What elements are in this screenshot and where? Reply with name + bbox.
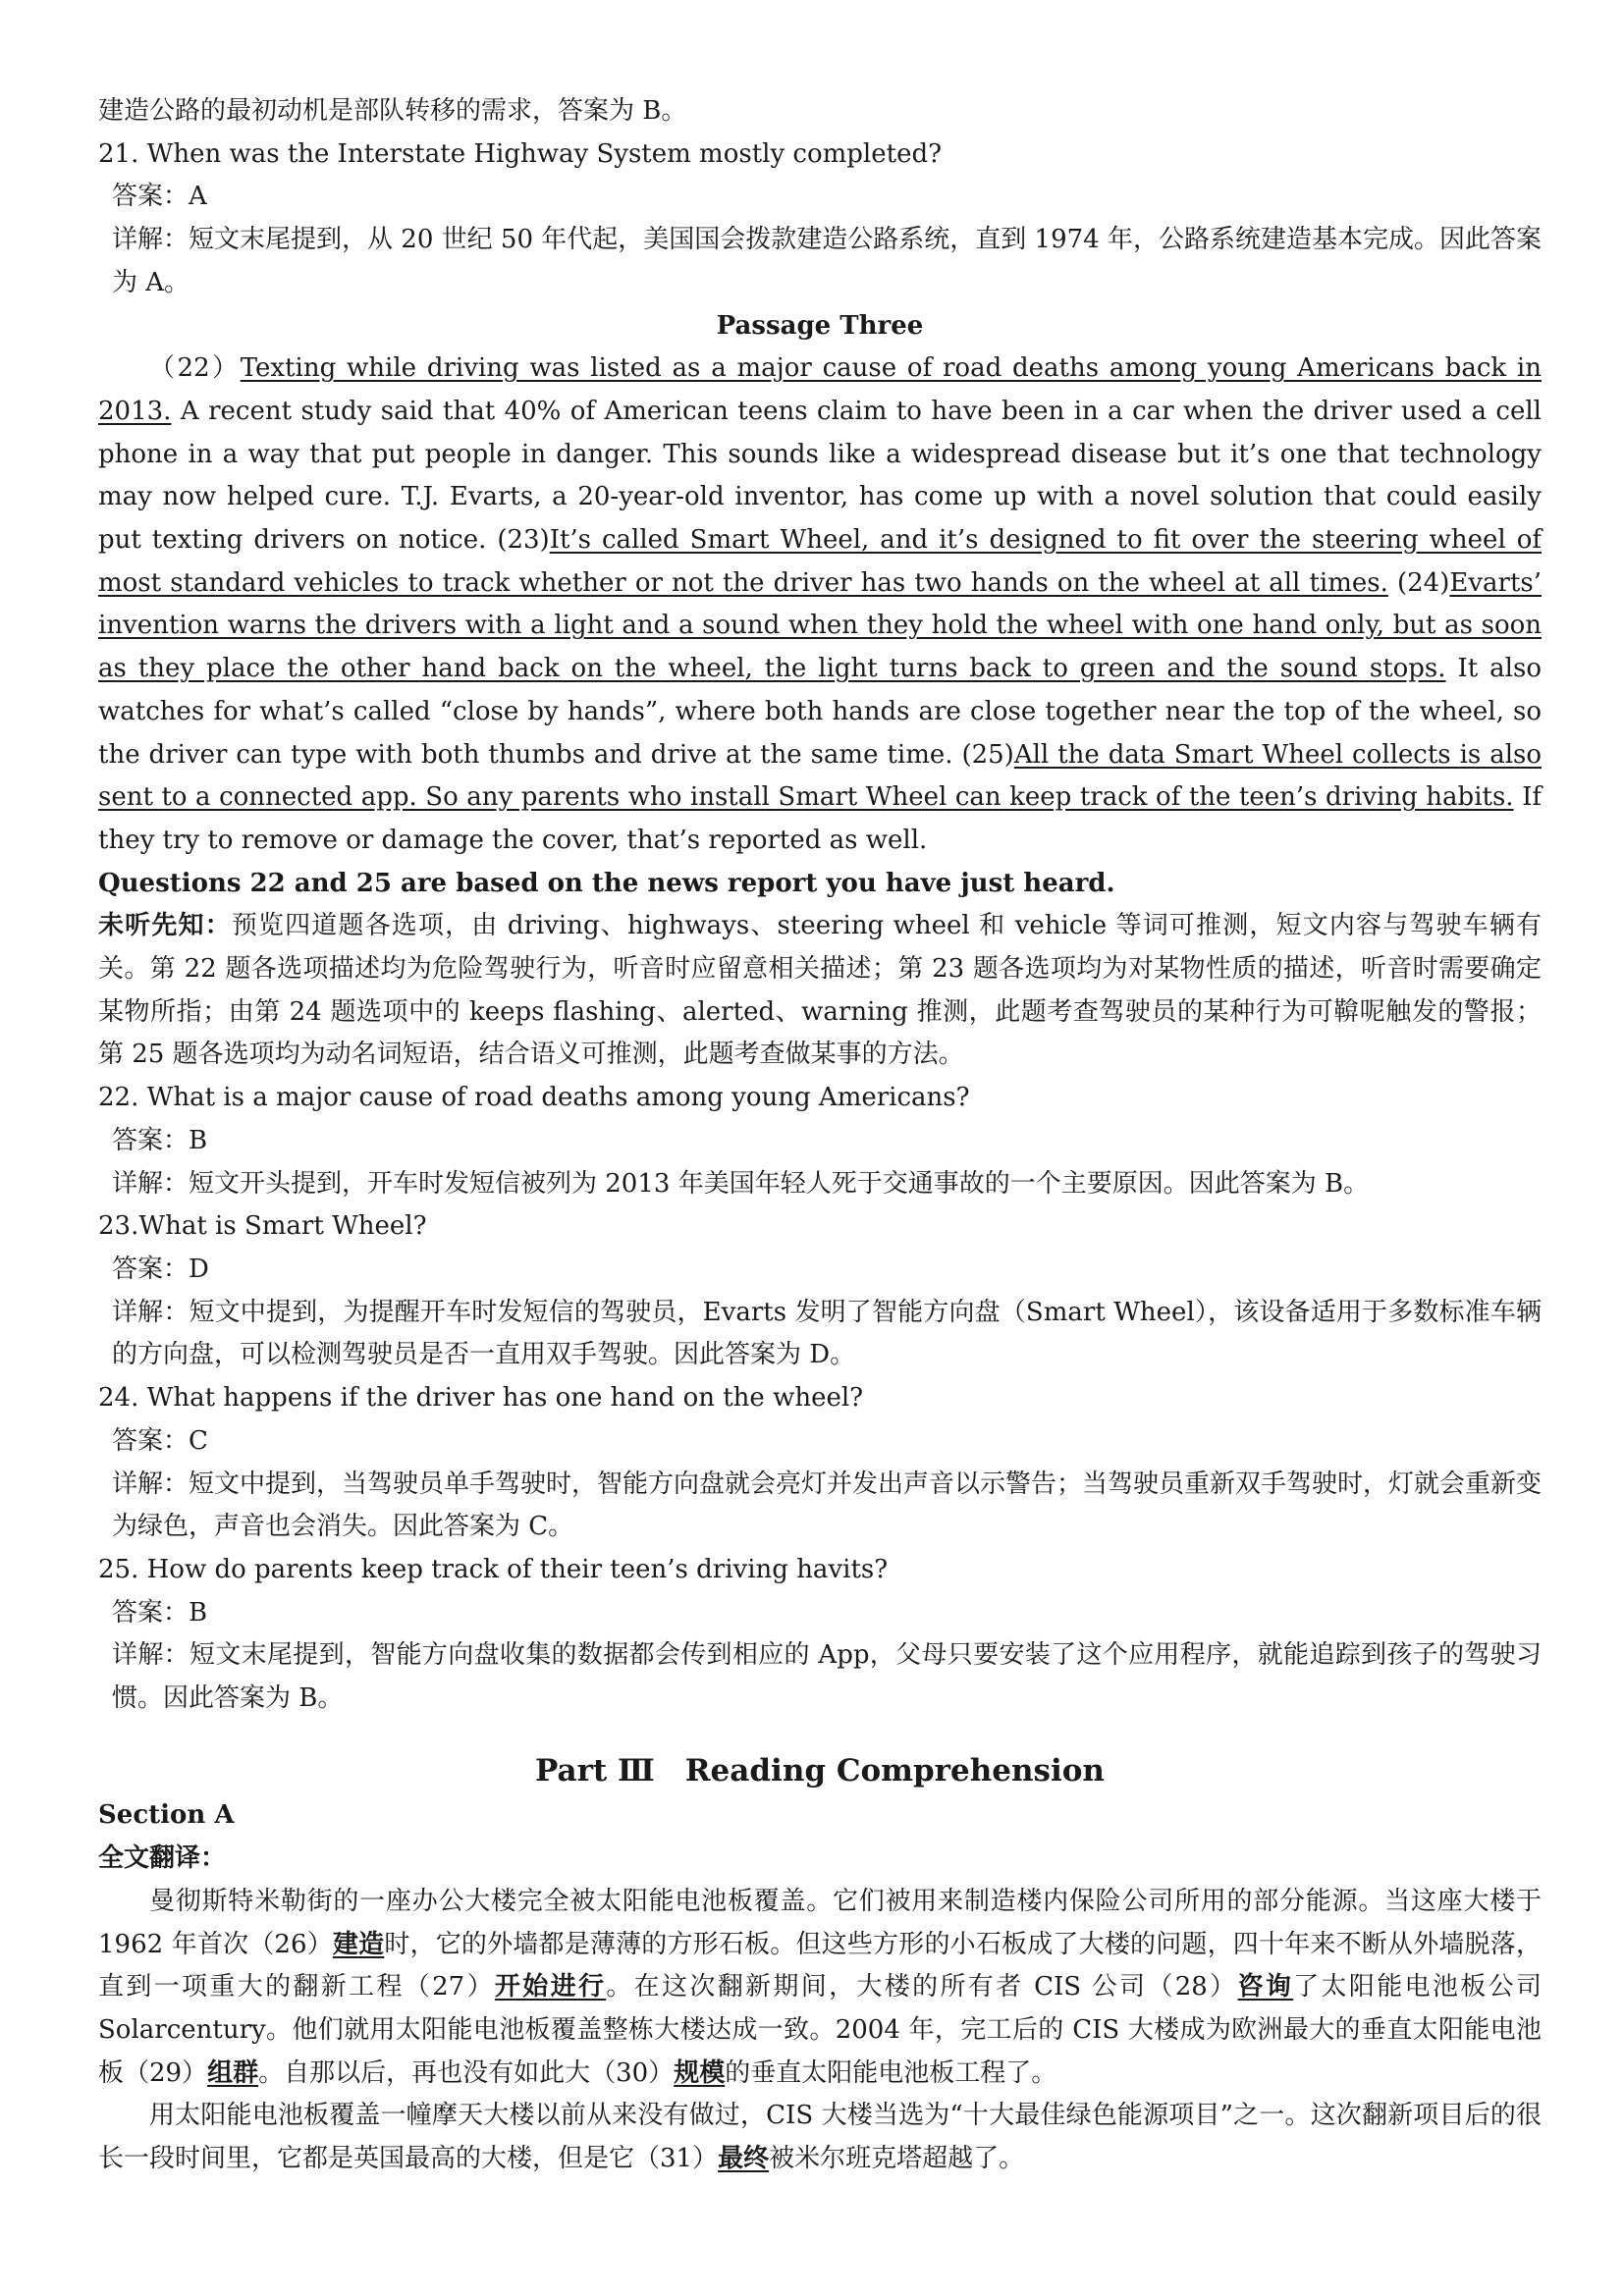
key-sentence-24: Evarts’ invention warns the drivers with a light and a sound when they hold the wheel with one hand only, but as soon as they place the other hand back on the wheel, the light turns back to green and the sound stops. [98, 567, 1542, 684]
detail-22: 详解：短文开头提到，开车时发短信被列为 2013 年美国年轻人死于交通事故的一个主要原因。因此答案为 B。 [112, 1168, 1370, 1199]
preview-text: 预览四道题各选项，由 driving、highways、steering wheel 和 vehicle 等词可推测，短文内容与驾驶车辆有关。第 22 题各选项描述均为危险驾驶行为，听音时应留意相关描述；第 23 题各选项均为对某物性质的描述，听音时需要确定某物所指；由第 24 题选项中的 keeps flashing、alerted、warning 推测，此题考查驾驶员的某种行为可鞥呢触发的警报；第 25 题各选项均为动名词短语，结合语义可推测，此题考查做某事的方法。 [98, 911, 1542, 1070]
preview-paragraph [98, 905, 1542, 1077]
translation-1-text-d: 了太阳能电池板公司 Solarcentury。他们就用太阳能电池板覆盖整栋大楼达成一致。2004 年，完工后的 CIS 大楼成为欧洲最大的垂直太阳能电池板（29） [98, 1972, 1542, 2088]
answer-22: 答案：B [112, 1125, 208, 1155]
blank-27-answer: 开始进行 [494, 1972, 607, 2002]
translation-1-text-f: 的垂直太阳能电池板工程了。 [725, 2057, 1057, 2088]
question-23: 23.What is Smart Wheel? [98, 1211, 427, 1242]
marker-22: （22） [149, 353, 241, 384]
marker-23: (23) [497, 525, 550, 556]
blank-28-answer: 咨询 [1237, 1972, 1294, 2002]
translation-paragraph-2 [98, 2095, 1542, 2180]
question-25-block [98, 1549, 1542, 1721]
answer-21: 答案：A [112, 182, 207, 212]
question-23-block [98, 1205, 1542, 1377]
question-24: 24. What happens if the driver has one hand on the wheel? [98, 1383, 864, 1414]
translation-1-text-b: 时，它的外墙都是薄薄的方形石板。但这些方形的小石板成了大楼的问题，四十年来不断从外墙脱落，直到一项重大的翻新工程（27） [98, 1929, 1542, 2002]
preview-label: 未听先知： [98, 911, 232, 941]
answer-25: 答案：B [112, 1597, 208, 1628]
blank-30-answer: 规模 [674, 2057, 726, 2088]
key-sentence-22: Texting while driving was listed as a major cause of road deaths among young Americans back in 2013. [98, 353, 1542, 426]
key-sentence-25: All the data Smart Wheel collects is also sent to a connected app. So any parents who install Smart Wheel can keep track of the teen’s driving habits. [98, 739, 1543, 813]
question-25: 25. How do parents keep track of their teen’s driving havits? [98, 1554, 889, 1584]
answer-24: 答案：C [112, 1425, 208, 1456]
translation-1-text-c: 。在这次翻新期间，大楼的所有者 CIS 公司（28） [606, 1972, 1238, 2002]
translation-2-text-b: 被米尔班克塔超越了。 [769, 2144, 1025, 2174]
answer-23: 答案：D [112, 1254, 209, 1284]
marker-24: (24) [1387, 567, 1450, 598]
translation-2-text-a: 用太阳能电池板覆盖一幢摩天大楼以前从来没有做过，CIS 大楼当选为“十大最佳绿色能源项目”之一。这次翻新项目后的很长一段时间里，它都是英国最高的大楼，但是它（31） [98, 2101, 1542, 2174]
questions-heading: Questions 22 and 25 are based on the news report you have just heard. [98, 868, 1115, 898]
blank-31-answer: 最终 [718, 2144, 770, 2174]
passage-text-2: It also watches for what’s called “close by hands”, where both hands are close together near the top of the wheel, so the driver can type with both thumbs and drive at the same time. [98, 654, 1542, 770]
question-21: 21. When was the Interstate Highway System mostly completed? [98, 138, 943, 169]
passage-three-title: Passage Three [716, 310, 924, 341]
translation-1-text-e: 。自那以后，再也没有如此大（30） [258, 2057, 675, 2088]
translation-1-text-a: 曼彻斯特米勒街的一座办公大楼完全被太阳能电池板覆盖。它们被用来制造楼内保险公司所用的部分能源。当这座大楼于 1962 年首次（26） [98, 1886, 1542, 1959]
passage-text-3: If they try to remove or damage the cover, that’s reported as well. [98, 782, 1542, 855]
translation-label: 全文翻译： [98, 1843, 227, 1874]
passage-text-1: A recent study said that 40% of American teens claim to have been in a car when the driver used a cell phone in a way that put people in danger. This sounds like a widespread disease but it’s one that technology may now helped cure. T.J. Evarts, a 20-year-old inventor, has come up with a novel solution that could easily put texting drivers on notice. [98, 396, 1542, 556]
detail-24: 详解：短文中提到，当驾驶员单手驾驶时，智能方向盘就会亮灯并发出声音以示警告；当驾驶员重新双手驾驶时，灯就会重新变为绿色，声音也会消失。因此答案为 C。 [112, 1468, 1543, 1542]
question-22: 22. What is a major cause of road deaths among young Americans? [98, 1083, 970, 1113]
blank-29-answer: 组群 [207, 2057, 259, 2088]
detail-25: 详解：短文末尾提到，智能方向盘收集的数据都会传到相应的 App，父母只要安装了这个应用程序，就能追踪到孩子的驾驶习惯。因此答案为 B。 [112, 1640, 1542, 1714]
detail-23: 详解：短文中提到，为提醒开车时发短信的驾驶员，Evarts 发明了智能方向盘（Smart Wheel），该设备适用于多数标准车辆的方向盘，可以检测驾驶员是否一直用双手驾驶。因此答案为 D。 [112, 1297, 1542, 1370]
question-21-block [98, 133, 1542, 305]
detail-21: 详解：短文末尾提到，从 20 世纪 50 年代起，美国国会拨款建造公路系统，直到 1974 年，公路系统建造基本完成。因此答案为 A。 [112, 225, 1542, 297]
key-sentence-23: It’s called Smart Wheel, and it’s designed to fit over the steering wheel of most standard vehicles to track whether or not the driver has two hands on the wheel at all times. [98, 525, 1542, 598]
part-three-title: Part Ⅲ Reading Comprehension [535, 1752, 1105, 1789]
passage-three-text [98, 347, 1542, 862]
question-24-block [98, 1377, 1542, 1549]
question-22-block [98, 1077, 1542, 1205]
section-a-heading: Section A [98, 1800, 235, 1831]
blank-26-answer: 建造 [332, 1929, 385, 1959]
translation-paragraph-1 [98, 1881, 1542, 2096]
marker-25: (25) [961, 739, 1014, 770]
previous-answer-conclusion: 建造公路的最初动机是部队转移的需求，答案为 B。 [98, 96, 687, 126]
